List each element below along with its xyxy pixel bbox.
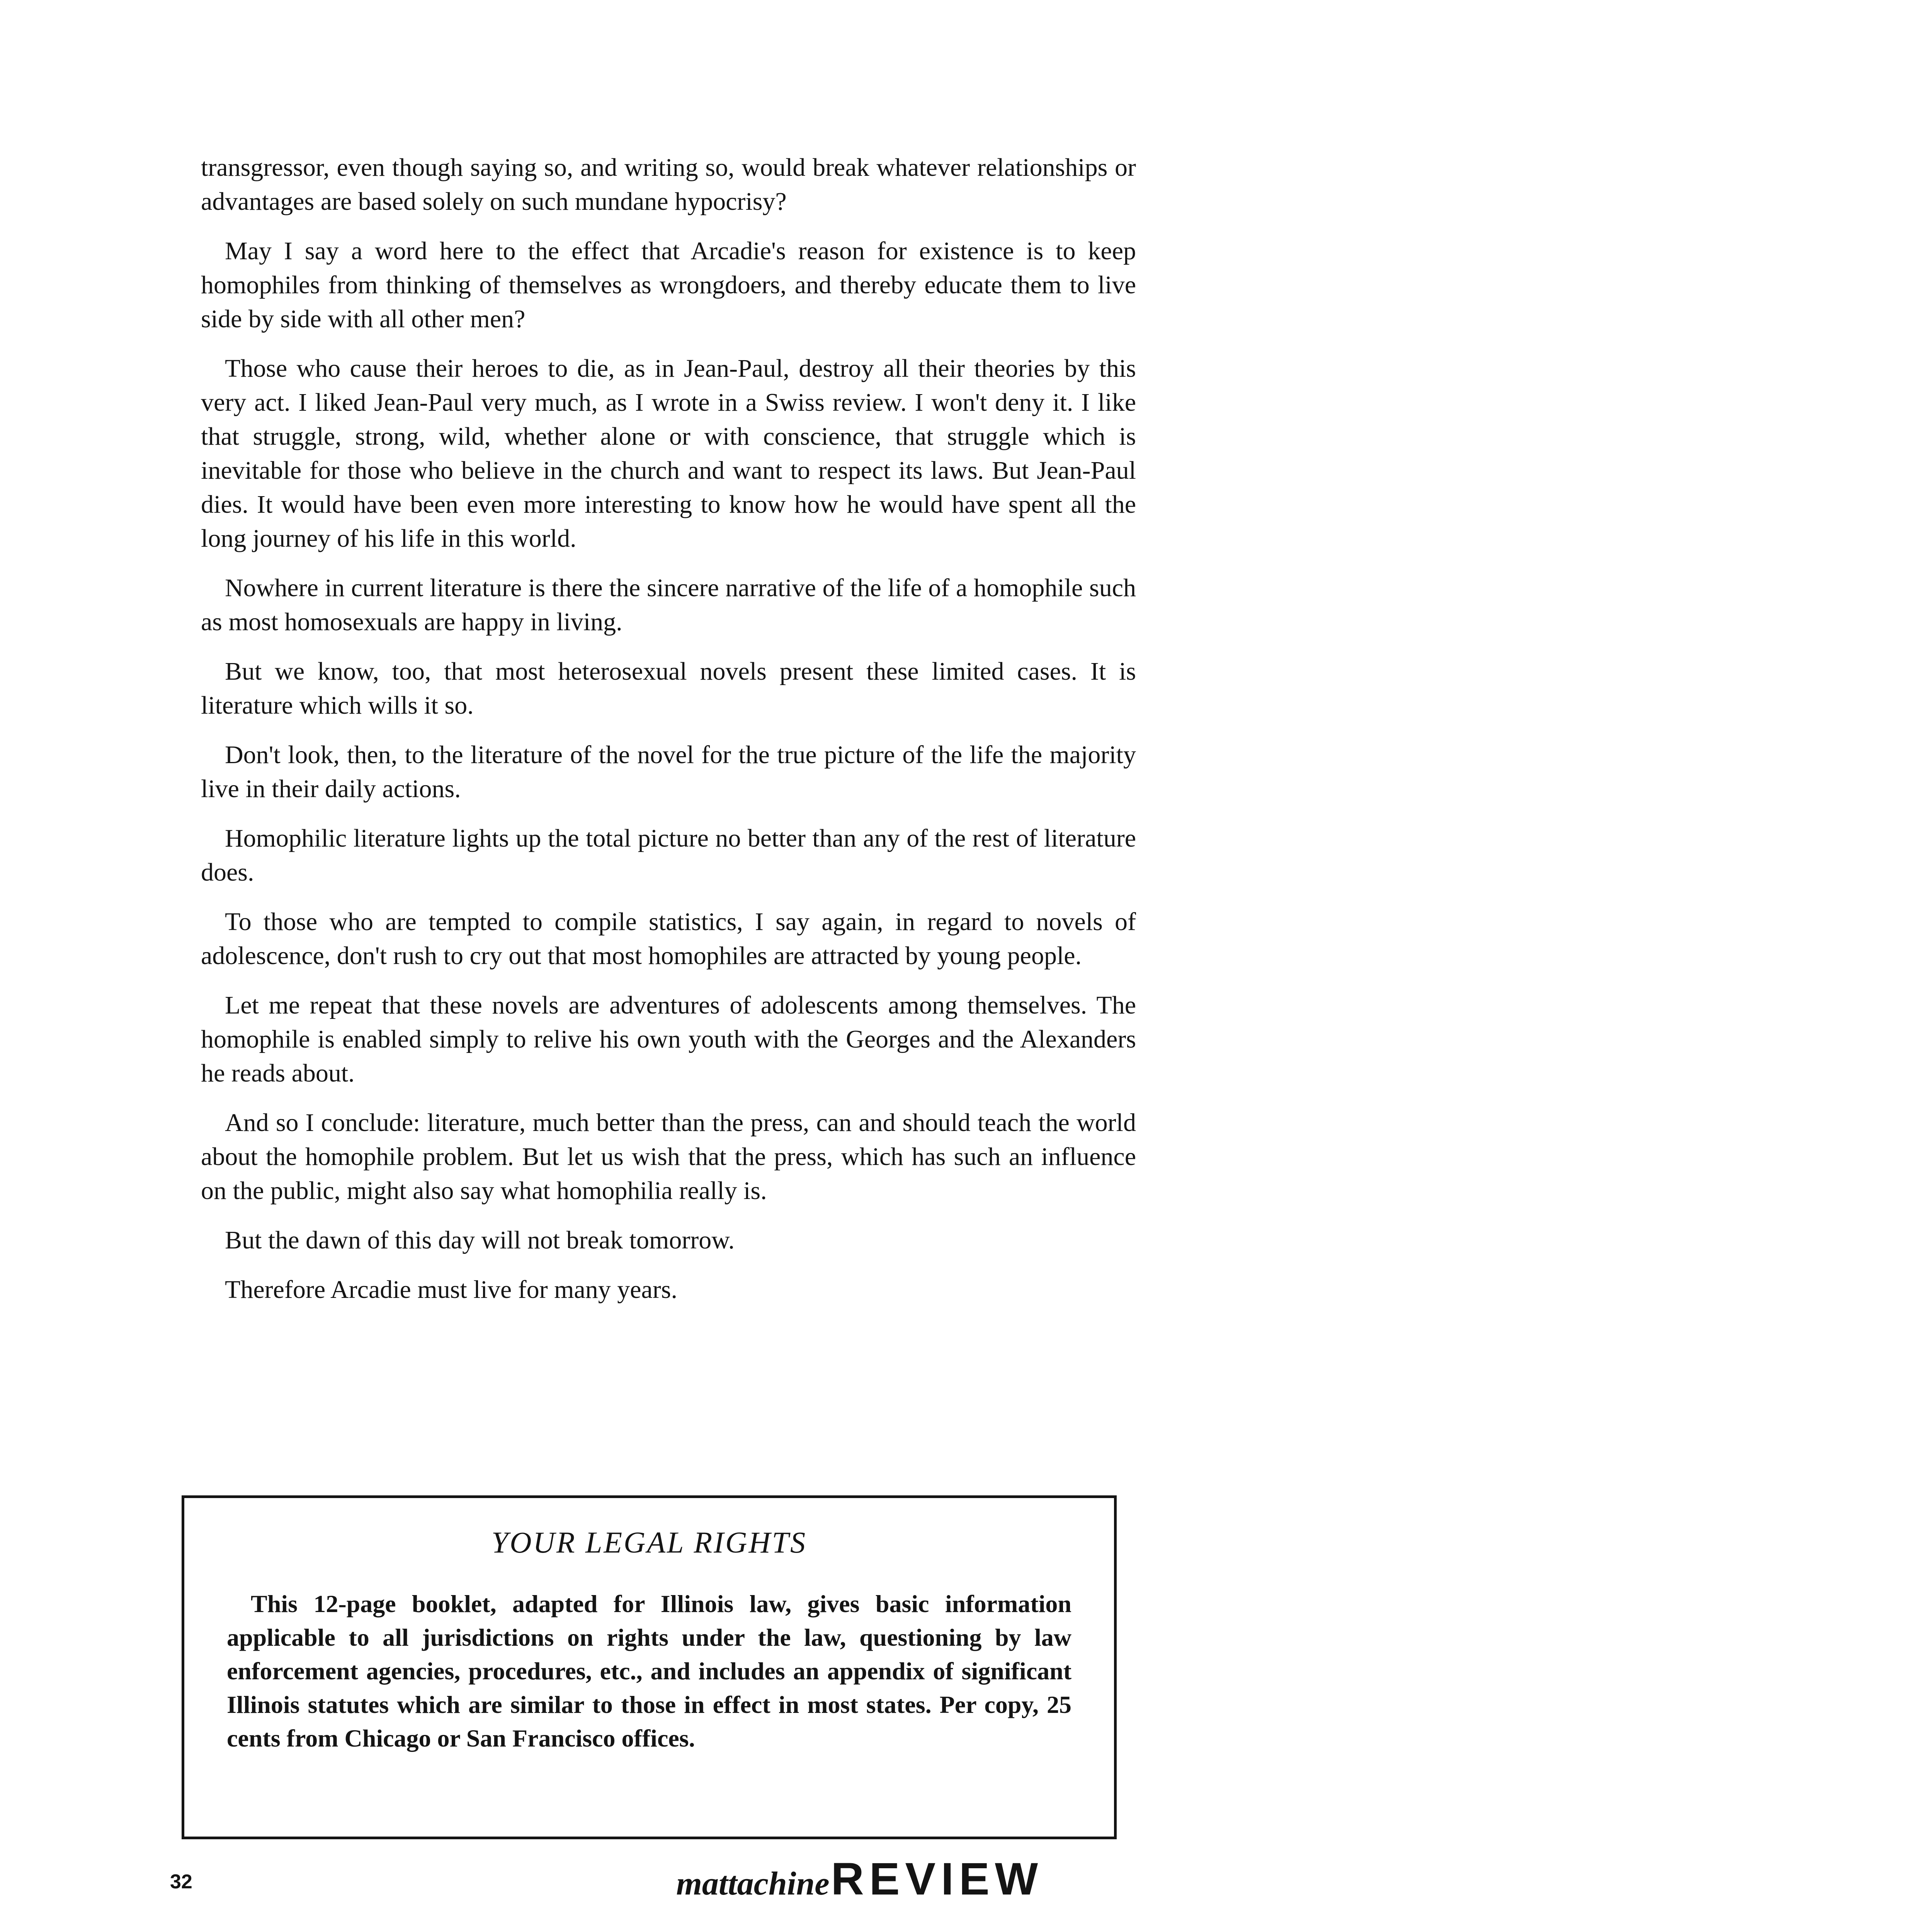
article-paragraph: Therefore Arcadie must live for many years. [225, 1276, 678, 1304]
masthead-footer [676, 1853, 1043, 1905]
article-paragraph: To those who are tempted to compile statistics, I say again, in regard to novels of adolescence, don't rush to cry out that most homophiles are attracted by young people. [201, 908, 1136, 970]
article-paragraph: Don't look, then, to the literature of the novel for the true picture of the life the majority live in their daily actions. [201, 741, 1136, 803]
legal-rights-title: YOUR LEGAL RIGHTS [491, 1526, 807, 1559]
page-number-left: 32 [170, 1871, 192, 1893]
article-paragraph: But the dawn of this day will not break tomorrow. [225, 1226, 735, 1254]
article-paragraph: Nowhere in current literature is there the sincere narrative of the life of a homophile such as most homosexuals are happy in living. [201, 574, 1136, 636]
masthead-script: mattachine [676, 1865, 830, 1902]
article-paragraph: Homophilic literature lights up the total picture no better than any of the rest of literature does. [201, 824, 1136, 886]
right-page [1206, 0, 1932, 1932]
masthead-caps: REVIEW [831, 1854, 1044, 1905]
article-paragraph: But we know, too, that most heterosexual novels present these limited cases. It is literature which wills it so. [201, 657, 1136, 719]
article-paragraph: May I say a word here to the effect that Arcadie's reason for existence is to keep homophiles from thinking of themselves as wrongdoers, and thereby educate them to live side by side with all other men? [201, 237, 1136, 333]
legal-rights-ad [182, 1495, 1117, 1839]
article-paragraph: Let me repeat that these novels are adventures of adolescents among themselves. The homophile is enabled simply to relive his own youth with the Georges and the Alexanders he reads about. [201, 991, 1136, 1087]
article-continuation [201, 151, 1136, 1307]
article-paragraph: transgressor, even though saying so, and writing so, would break whatever relationships or advantages are based solely on such mundane hypocrisy? [201, 153, 1136, 216]
article-paragraph: And so I conclude: literature, much better than the press, can and should teach the world about the homophile problem. But let us wish that the press, which has such an influence on the public, might also say what homophilia really is. [201, 1109, 1136, 1205]
article-paragraph: Those who cause their heroes to die, as in Jean-Paul, destroy all their theories by this very act. I liked Jean-Paul very much, as I wrote in a Swiss review. I won't deny it. I like that struggle, strong, wild, whether alone or with conscience, that struggle which is inevitable for those who believe in the church and want to respect its laws. But Jean-Paul dies. It would have been even more interesting to know how he would have spent all the long journey of his life in this world. [201, 354, 1136, 553]
legal-rights-body: This 12-page booklet, adapted for Illinois law, gives basic information applicable to all jurisdictions on rights under the law, questioning by law enforcement agencies, procedures, etc., and includes an appendix of significant Illinois statutes which are similar to those in effect in most states. Per copy, 25 cents from Chicago or San Francisco offices. [227, 1590, 1071, 1752]
